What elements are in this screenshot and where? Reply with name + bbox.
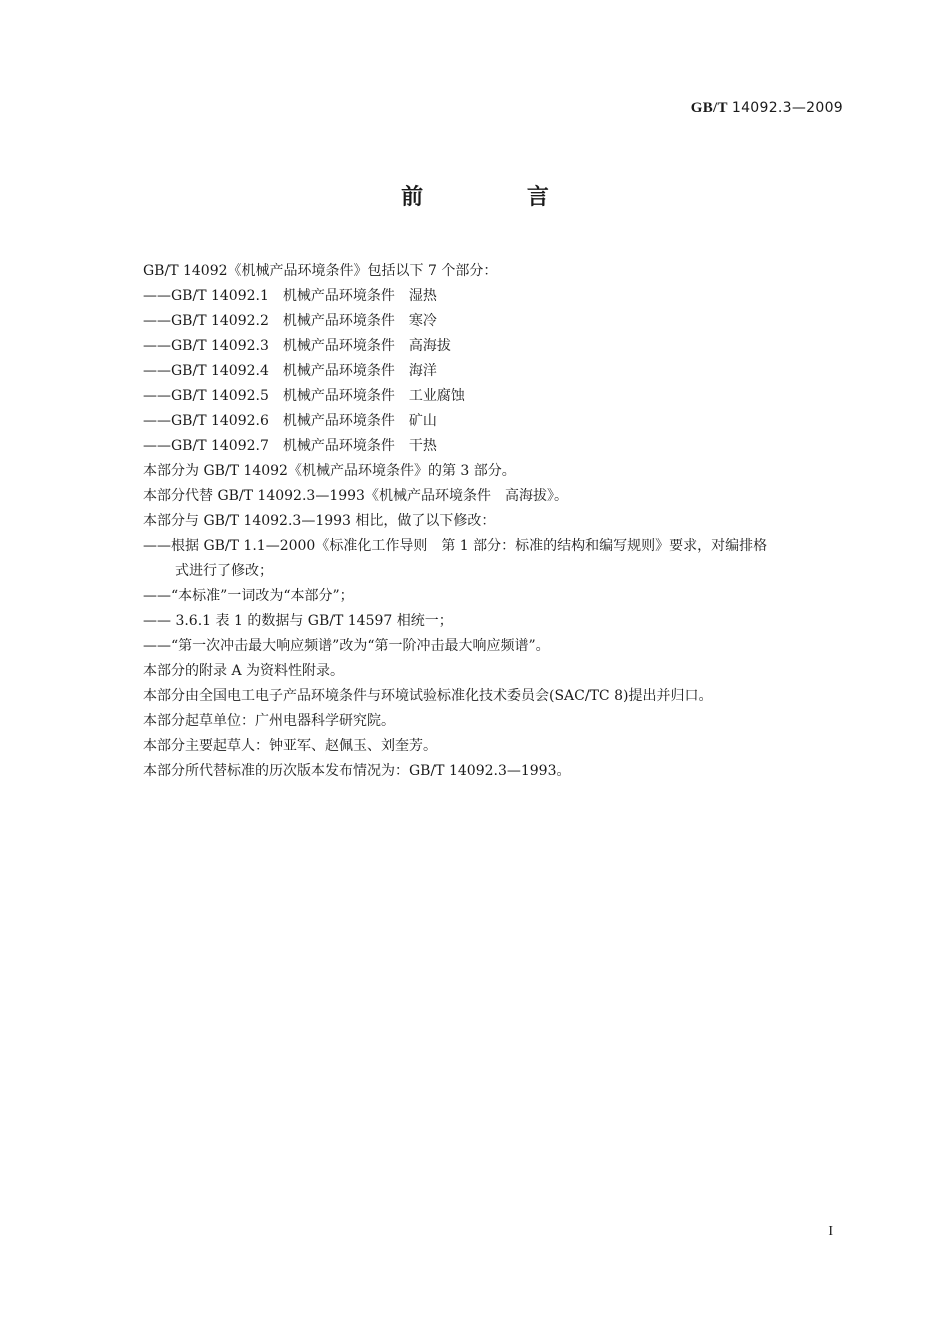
- part-list-item: ——GB/T 14092.2 机械产品环境条件 寒冷: [143, 313, 437, 329]
- intro-line: GB/T 14092《机械产品环境条件》包括以下 7 个部分：: [143, 263, 498, 279]
- paragraph: 本部分代替 GB/T 14092.3—1993《机械产品环境条件 高海拔》。: [143, 488, 568, 504]
- foreword-body: [143, 259, 848, 784]
- paragraph: 本部分为 GB/T 14092《机械产品环境条件》的第 3 部分。: [143, 463, 516, 479]
- standard-code: GB/T: [690, 100, 728, 116]
- change-list-item: —— 3.6.1 表 1 的数据与 GB/T 14597 相统一；: [143, 613, 453, 629]
- page-title: 前 言: [401, 185, 597, 210]
- paragraph: 本部分由全国电工电子产品环境条件与环境试验标准化技术委员会(SAC/TC 8)提出并归口。: [143, 688, 713, 704]
- change-list-item: ——根据 GB/T 1.1—2000《标准化工作导则 第 1 部分：标准的结构和编写规则》要求，对编排格: [143, 538, 768, 554]
- part-list-item: ——GB/T 14092.4 机械产品环境条件 海洋: [143, 363, 437, 379]
- paragraph: 本部分主要起草人：钟亚军、赵佩玉、刘奎芳。: [143, 738, 437, 754]
- change-list-item: ——“第一次冲击最大响应频谱”改为“第一阶冲击最大响应频谱”。: [143, 638, 550, 654]
- part-list-item: ——GB/T 14092.6 机械产品环境条件 矿山: [143, 413, 437, 429]
- standard-number: 14092.3—2009: [731, 100, 843, 116]
- part-list-item: ——GB/T 14092.3 机械产品环境条件 高海拔: [143, 338, 451, 354]
- paragraph: 本部分的附录 A 为资料性附录。: [143, 663, 345, 679]
- paragraph: 本部分起草单位：广州电器科学研究院。: [143, 713, 395, 729]
- change-list-item: ——“本标准”一词改为“本部分”；: [143, 588, 354, 604]
- paragraph: 本部分所代替标准的历次版本发布情况为：GB/T 14092.3—1993。: [143, 763, 571, 779]
- part-list-item: ——GB/T 14092.1 机械产品环境条件 湿热: [143, 288, 437, 304]
- part-list-item: ——GB/T 14092.5 机械产品环境条件 工业腐蚀: [143, 388, 465, 404]
- standard-number-header: [691, 100, 843, 117]
- page-number: I: [828, 1224, 833, 1239]
- part-list-item: ——GB/T 14092.7 机械产品环境条件 干热: [143, 438, 437, 454]
- change-list-item-continuation: 式进行了修改；: [175, 563, 273, 579]
- paragraph: 本部分与 GB/T 14092.3—1993 相比，做了以下修改：: [143, 513, 496, 529]
